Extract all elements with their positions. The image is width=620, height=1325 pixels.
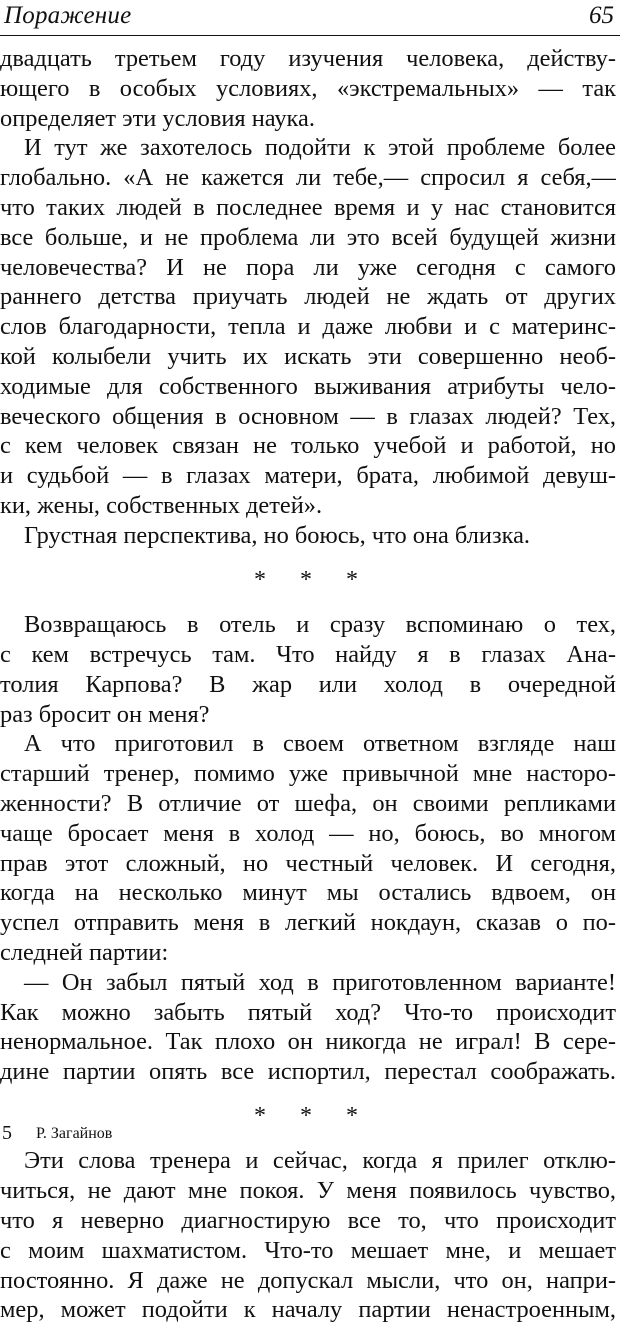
text-line: Грустная перспектива, но боюсь, что она близка. bbox=[24, 521, 530, 549]
text-line: толия Карпова? В жар или холод в очередной bbox=[0, 670, 616, 698]
page-number: 65 bbox=[589, 2, 614, 29]
page-footer bbox=[0, 1116, 620, 1146]
text-line: И тут же захотелось подойти к этой проблеме более bbox=[24, 134, 616, 162]
text-line: Эти слова тренера и сейчас, когда я прилег отклю- bbox=[24, 1147, 616, 1175]
text-line: ходимые для собственного выживания атрибуты чело- bbox=[0, 372, 616, 400]
running-title: Поражение bbox=[4, 2, 132, 29]
text-line: прав этот сложный, но честный человек. И сегодня, bbox=[0, 849, 616, 877]
text-line: чаще бросает меня в холод — но, боюсь, во многом bbox=[0, 819, 616, 847]
text-line: все больше, и не проблема ли это всей будущей жизни bbox=[0, 223, 616, 251]
text-line: женности? В отличие от шефа, он своими репликами bbox=[0, 789, 616, 817]
text-line: дине партии опять все испортил, перестал соображать. bbox=[0, 1058, 616, 1086]
text-line: постоянно. Я даже не допускал мысли, что он, напри- bbox=[0, 1266, 616, 1294]
text-line: когда на несколько минут мы остались вдвоем, он bbox=[0, 879, 616, 907]
text-line: раннего детства приучать людей не ждать от других bbox=[0, 283, 616, 311]
signature-mark: 5 bbox=[2, 1122, 12, 1144]
text-line: старший тренер, помимо уже привычной мне насторо- bbox=[0, 760, 616, 788]
text-line: Как можно забыть пятый ход? Что-то происходит bbox=[0, 998, 616, 1026]
text-line: с моим шахматистом. Что-то мешает мне, и мешает bbox=[0, 1236, 616, 1264]
footer-author: Р. Загайнов bbox=[36, 1125, 113, 1142]
text-line: человечества? И не пора ли уже сегодня с самого bbox=[0, 253, 616, 281]
header-rule bbox=[0, 35, 620, 36]
text-line: определяет эти условия наука. bbox=[0, 104, 315, 132]
section-separator: * * * bbox=[254, 1102, 372, 1129]
text-line: с кем встречусь там. Что найду я в глазах Ана- bbox=[0, 640, 616, 668]
text-line: что таких людей в последнее время и у нас становится bbox=[0, 193, 616, 221]
text-line: читься, не дают мне покоя. У меня появилось чувство, bbox=[0, 1177, 616, 1205]
text-line: слов благодарности, тепла и даже любви и с материнс- bbox=[0, 313, 616, 341]
text-line: раз бросит он меня? bbox=[0, 700, 210, 728]
text-line: с кем человек связан не только учебой и работой, но bbox=[0, 432, 616, 460]
text-line: А что приготовил в своем ответном взгляде наш bbox=[24, 730, 616, 758]
text-line: ющего в особых условиях, «экстремальных» — так bbox=[0, 74, 616, 102]
text-line: следней партии: bbox=[0, 938, 169, 966]
text-line: двадцать третьем году изучения человека, действу- bbox=[0, 45, 616, 72]
page-header bbox=[0, 0, 620, 40]
text-line: ненормальное. Так плохо он никогда не играл! В сере- bbox=[0, 1028, 616, 1056]
text-line: — Он забыл пятый ход в приготовленном варианте! bbox=[24, 968, 616, 996]
text-line: успел отправить меня в легкий нокдаун, сказав о по- bbox=[0, 909, 616, 937]
text-line: мер, может подойти к началу партии ненастроенным, bbox=[0, 1296, 616, 1324]
section-separator: * * * bbox=[254, 566, 372, 593]
text-line: веческого общения в основном — в глазах людей? Тех, bbox=[0, 402, 616, 430]
text-line: что я неверно диагностирую все то, что происходит bbox=[0, 1207, 616, 1235]
text-line: Возвращаюсь в отель и сразу вспоминаю о тех, bbox=[24, 611, 616, 639]
text-line: глобально. «А не кажется ли тебе,— спросил я себя,— bbox=[0, 164, 616, 192]
text-line: кой колыбели учить их искать эти совершенно необ- bbox=[0, 342, 616, 370]
text-line: ки, жены, собственных детей». bbox=[0, 491, 323, 519]
text-line: и судьбой — в глазах матери, брата, любимой девуш- bbox=[0, 462, 616, 490]
